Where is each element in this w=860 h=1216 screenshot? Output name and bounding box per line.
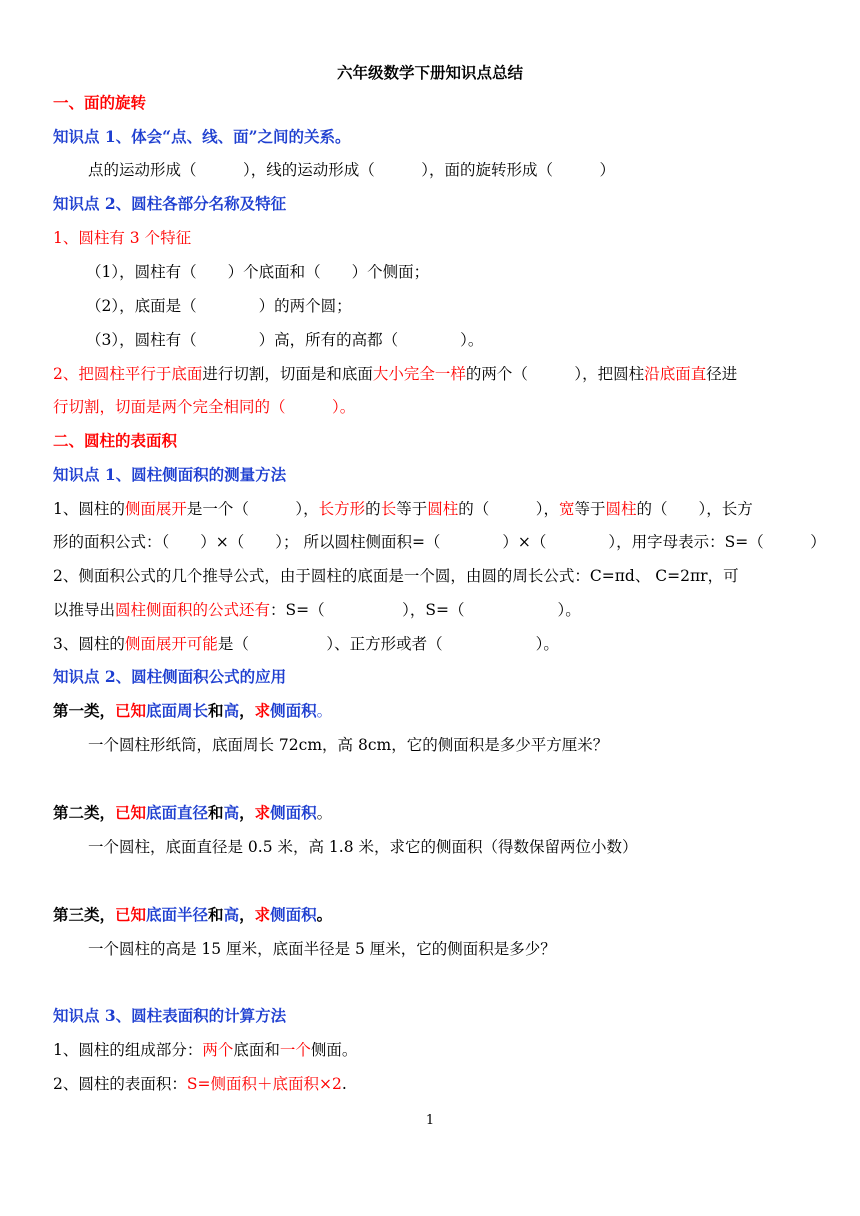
text-segment: ：S=（ ），S=（ ）。 — [270, 601, 581, 619]
feature-1: （1），圆柱有（ ）个底面和（ ）个侧面； — [86, 263, 430, 281]
text-segment: 第三类， — [53, 905, 116, 924]
text-segment: 等于 — [574, 500, 606, 518]
feature-2: （2），底面是（ ）的两个圆； — [86, 297, 352, 315]
cutting-paragraph-line-2: 行切割，切面是两个完全相同的（ ）。 — [53, 398, 356, 416]
cut-text: 进行切割，切面是和底面 — [202, 365, 373, 383]
text-segment: 的（ ），长方 — [636, 500, 753, 518]
text-segment: 长 — [380, 500, 397, 518]
text-segment: 求 — [254, 701, 271, 720]
text-segment: 已知 — [115, 803, 147, 822]
cutting-paragraph-line-1 — [53, 364, 737, 384]
text-segment: 底面和 — [233, 1041, 280, 1059]
text-segment: 侧面积 — [270, 701, 317, 720]
text-segment: 的（ ）， — [458, 500, 559, 518]
text-segment: 侧面展开 — [124, 500, 187, 518]
text-segment: 侧面。 — [310, 1041, 358, 1059]
text-segment: 等于 — [396, 500, 428, 518]
text-segment: . — [341, 1075, 347, 1093]
question-3: 一个圆柱的高是 15 厘米，底面半径是 5 厘米，它的侧面积是多少？ — [88, 940, 556, 958]
text-segment: 3、圆柱的 — [53, 635, 125, 653]
text-segment: 圆柱 — [427, 500, 459, 518]
knowledge-point-1-text: 点的运动形成（ ），线的运动形成（ ），面的旋转形成（ ） — [88, 161, 616, 179]
knowledge-point-side-area-application: 知识点 2、圆柱侧面积公式的应用 — [53, 667, 287, 686]
text-segment: 长方形 — [318, 500, 366, 518]
text-segment: 已知 — [115, 701, 147, 720]
text-segment: 是一个（ ）， — [186, 500, 319, 518]
cut-text: 大小完全一样 — [372, 365, 466, 383]
side-area-line-5 — [53, 634, 559, 654]
cut-text: 平行于底面 — [124, 365, 203, 383]
text-segment: 。 — [316, 804, 333, 822]
surface-area-line-1 — [53, 1040, 357, 1060]
side-area-line-1 — [53, 499, 753, 519]
knowledge-point-side-area-method: 知识点 1、圆柱侧面积的测量方法 — [53, 465, 287, 484]
section-heading-rotation: 一、面的旋转 — [53, 93, 147, 112]
page-number: 1 — [425, 1113, 435, 1128]
text-segment: 已知 — [115, 905, 147, 924]
text-segment: 和 — [208, 905, 224, 924]
text-segment: 一个 — [279, 1041, 311, 1059]
page-title: 六年级数学下册知识点总结 — [336, 63, 523, 82]
text-segment: 所以圆柱侧面积=（ ）×（ ），用字母表示：S=（ ） — [303, 533, 826, 551]
text-segment: 底面半径 — [146, 905, 209, 924]
question-1: 一个圆柱形纸筒，底面周长 72cm，高 8cm，它的侧面积是多少平方厘米？ — [88, 736, 609, 754]
text-segment: 。 — [316, 905, 333, 924]
category-2-heading — [53, 803, 332, 823]
surface-area-line-2 — [53, 1074, 347, 1094]
side-area-line-3 — [53, 566, 739, 586]
text-segment: 圆柱 — [605, 500, 637, 518]
text-segment: 是（ ）、正方形或者（ ）。 — [217, 635, 559, 653]
knowledge-point-1-label: 知识点 1、体会“点、线、面”之间的关系。 — [53, 127, 351, 146]
text-segment: 和 — [208, 701, 224, 720]
feature-3: （3），圆柱有（ ）高，所有的高都（ ）。 — [86, 331, 484, 349]
knowledge-point-2-label: 知识点 2、圆柱各部分名称及特征 — [53, 194, 287, 213]
side-area-line-4 — [53, 600, 581, 620]
text-segment: ， — [239, 701, 255, 720]
text-segment: 底面直径 — [146, 803, 209, 822]
text-segment: ， — [239, 905, 255, 924]
text-segment: 以推导出 — [53, 601, 116, 619]
text-segment: S=侧面积＋底面积×2 — [186, 1075, 342, 1093]
category-1-heading — [53, 701, 332, 721]
knowledge-point-surface-area-method: 知识点 3、圆柱表面积的计算方法 — [53, 1006, 287, 1025]
text-segment: 侧面积 — [270, 905, 317, 924]
cut-text: 的两个（ ），把圆柱 — [465, 365, 645, 383]
text-segment: 高 — [223, 905, 240, 924]
text-segment: 求 — [254, 905, 271, 924]
text-segment: 侧面展开可能 — [124, 635, 218, 653]
text-segment: 高 — [223, 803, 240, 822]
text-segment: C=2πr，可 — [655, 567, 739, 585]
text-segment: 高 — [223, 701, 240, 720]
cut-text: 沿底面直 — [644, 365, 707, 383]
text-segment: 第二类， — [53, 803, 116, 822]
text-segment: 第一类， — [53, 701, 116, 720]
cut-text: 径进 — [706, 365, 738, 383]
text-segment: 的 — [365, 500, 381, 518]
text-segment: 2、圆柱的表面积： — [53, 1075, 187, 1093]
text-segment: 圆柱侧面积的公式还有 — [115, 601, 271, 619]
text-segment: 求 — [254, 803, 271, 822]
text-segment: 底面周长 — [146, 701, 209, 720]
cylinder-features-heading: 1、圆柱有 3 个特征 — [53, 229, 192, 247]
cut-text: 2、把圆柱 — [53, 365, 125, 383]
text-segment: ， — [239, 803, 255, 822]
text-segment: 形的面积公式：（ ）×（ ）； — [53, 533, 299, 551]
text-segment: 宽 — [559, 500, 575, 518]
text-segment: 2、侧面积公式的几个推导公式，由于圆柱的底面是一个圆，由圆的周长公式：C=πd、 — [53, 567, 651, 585]
text-segment: 1、圆柱的 — [53, 500, 125, 518]
question-2: 一个圆柱，底面直径是 0.5 米，高 1.8 米，求它的侧面积（得数保留两位小数） — [88, 838, 638, 856]
section-heading-surface-area: 二、圆柱的表面积 — [53, 431, 178, 450]
side-area-line-2 — [53, 532, 826, 552]
category-3-heading — [53, 905, 332, 925]
text-segment: 两个 — [202, 1041, 234, 1059]
text-segment: 侧面积 — [270, 803, 317, 822]
text-segment: 。 — [316, 702, 333, 720]
text-segment: 和 — [208, 803, 224, 822]
text-segment: 1、圆柱的组成部分： — [53, 1041, 203, 1059]
